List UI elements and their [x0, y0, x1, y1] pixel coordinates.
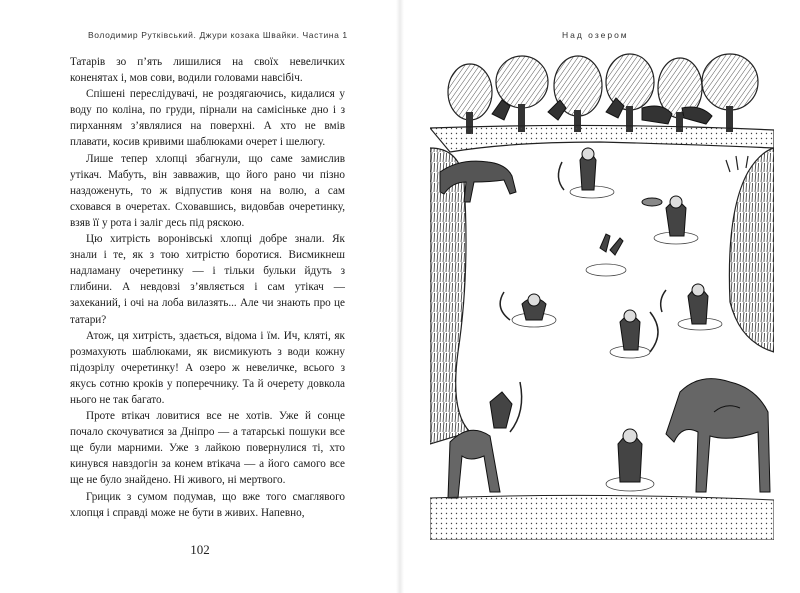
lake-ripples [512, 186, 722, 491]
right-bank [729, 148, 774, 352]
paragraph: Проте втікач ловитися все не хотів. Уже й сонце почало скочуватися за Дніпро — а татарські пошуки все ще були марними. Уже з лайкою повернулися ті, хто кинувся навздогін за конем втікача — а його самого все ще не було знайдено. Ні живого, ні мертвого. [70, 410, 345, 487]
bottom-ground [430, 495, 774, 540]
lake-scene-drawing [430, 52, 774, 540]
running-head-right: Над озером [562, 30, 629, 40]
paragraph: Цю хитрість воронівські хлопці добре знали. Як знали і те, як з тою хитрістю боротися. Висмикнеш надламану очеретинку — і тільки бульки йдуть з глибини. А невдовзі з’являється і сам утікач — захеканий, і очі на лоба вилазять... Але чи знають про це татари? [70, 233, 345, 326]
paragraph: Татарів зо п’ять лишилися на своїх невеличких коненятах і, мов сови, водили головами навсібіч. [70, 56, 345, 85]
top-bank [430, 125, 774, 152]
running-head-left: Володимир Рутківський. Джури козака Швайки. Частина 1 [88, 30, 348, 40]
body-text [70, 54, 345, 521]
riders-bottom-left [448, 382, 522, 498]
page-number: 102 [190, 542, 210, 557]
horses-bottom-right [666, 379, 770, 492]
lake-illustration [430, 52, 774, 540]
treeline [448, 54, 758, 134]
paragraph: Атож, ця хитрість, здається, відома і їм. Ич, кляті, як розмахують шаблюками, як висмикують з води кожну підозрілу очеретинку! А озеро ж невеличке, всього з якусь сотню кроків у поперечнику. Та й очерету довкола нього не так багато. [70, 329, 345, 406]
paragraph: Грицик з сумом подумав, що вже того смаглявого хлопця і справді може не бути в живих. Напевно, [70, 490, 345, 519]
paragraph: Спішені переслідувачі, не роздягаючись, кидалися у воду по коліна, по груди, пірнали на самісіньке дно і з пирханням з’являлися на поверхні. А хто не вмів плавати, косив кривими шаблюками очерет і шелюгу. [70, 88, 345, 149]
right-page [400, 0, 800, 593]
paragraph: Лише тепер хлопці збагнули, що саме замислив утікач. Мабуть, він завважив, що його рано чи пізно наздоженуть, то ж відпустив коня на волю, а сам сховався в очеретах. Сховавшись, видовбав очеретинку, взяв її у рота і заліг десь під ряскою. [70, 152, 345, 229]
left-bank [430, 148, 470, 444]
